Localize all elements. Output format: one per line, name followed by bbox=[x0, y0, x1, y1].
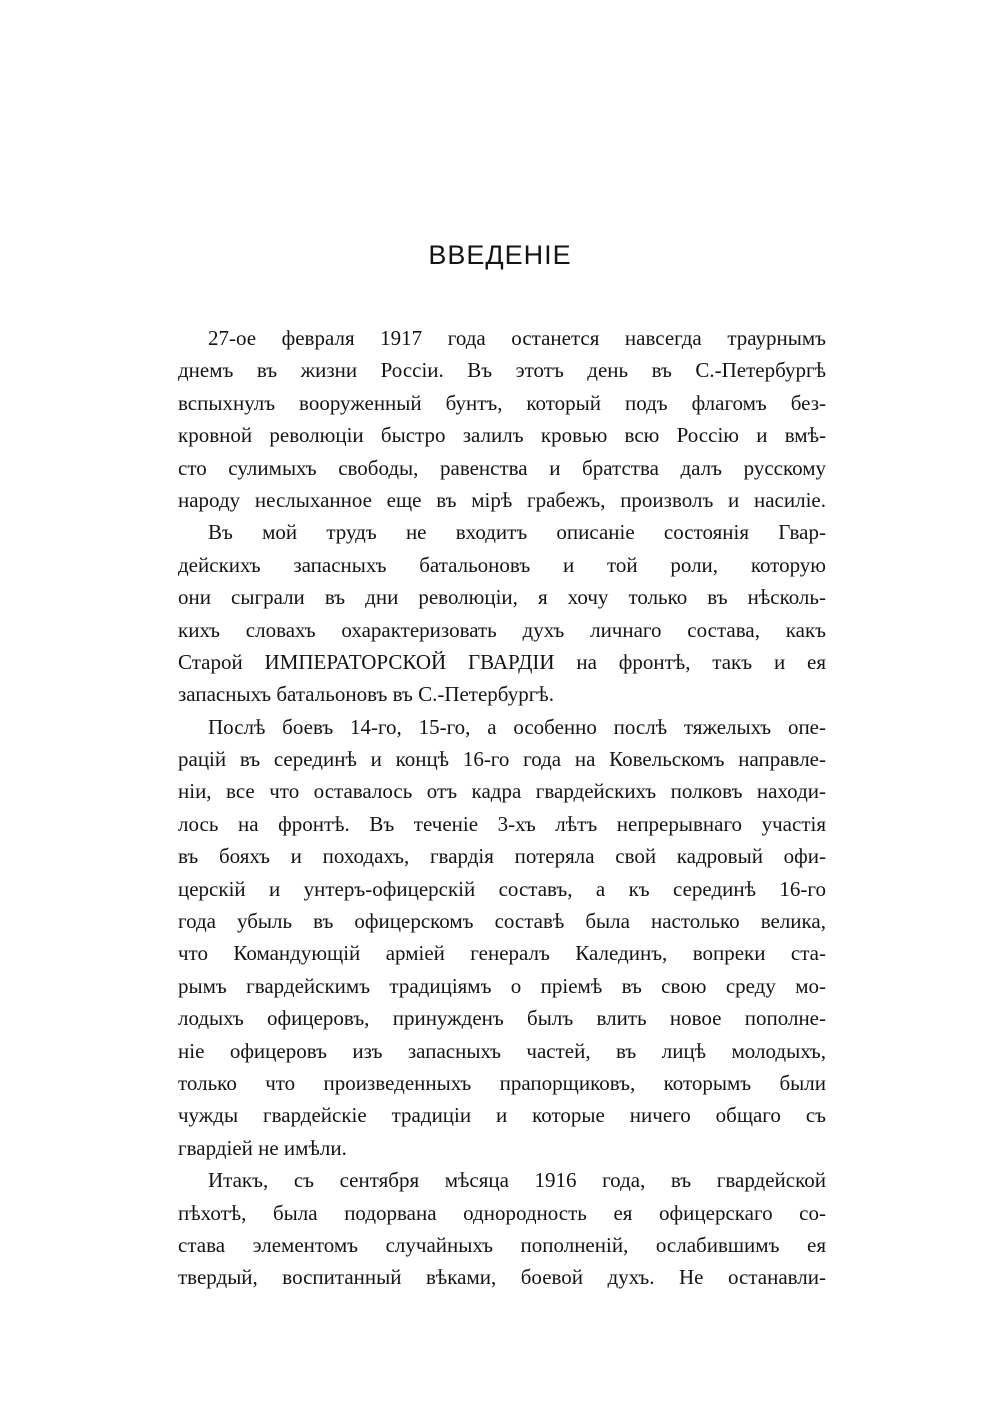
text-line-15: ніи, все что оставалось отъ кадра гвардейскихъ полковъ находи- bbox=[178, 779, 826, 804]
chapter-title: ВВЕДЕНІЕ bbox=[428, 240, 572, 270]
text-line-25: чужды гвардейскіе традиціи и которые ничего общаго съ bbox=[178, 1103, 826, 1128]
text-line-22: лодыхъ офицеровъ, принужденъ былъ влить новое пополне- bbox=[178, 1006, 826, 1031]
text-line-24: только что произведенныхъ прапорщиковъ, которымъ были bbox=[178, 1070, 826, 1095]
text-line-30: твердый, воспитанный вѣками, боевой духъ. Не останавли- bbox=[178, 1265, 826, 1290]
text-line-28: пѣхотѣ, была подорвана однородность ея офицерскаго со- bbox=[178, 1200, 826, 1225]
text-line-5: сто сулимыхъ свободы, равенства и братства далъ русскому bbox=[178, 455, 826, 480]
text-line-18: церскій и унтеръ-офицерскій составъ, а къ серединѣ 16-го bbox=[178, 876, 826, 901]
text-line-17: въ бояхъ и походахъ, гвардія потеряла свой кадровый офи- bbox=[178, 844, 826, 869]
text-line-6: народу неслыханное еще въ мірѣ грабежъ, произволъ и насиліе. bbox=[178, 487, 826, 512]
text-line-29: става элементомъ случайныхъ пополненій, ослабившимъ ея bbox=[178, 1232, 826, 1257]
text-line-20: что Командующій арміей генералъ Калединъ, вопреки ста- bbox=[178, 941, 826, 966]
text-line-2: днемъ въ жизни Россіи. Въ этотъ день въ С.-Петербургѣ bbox=[178, 358, 826, 383]
text-line-16: лось на фронтѣ. Въ теченіе 3-хъ лѣтъ непрерывнаго участія bbox=[178, 811, 826, 836]
text-line-14: рацій въ серединѣ и концѣ 16-го года на Ковельскомъ направле- bbox=[178, 747, 826, 772]
text-line-9: они сыграли въ дни революціи, я хочу только въ нѣсколь- bbox=[178, 585, 826, 610]
text-line-10: кихъ словахъ охарактеризовать духъ личнаго состава, какъ bbox=[178, 617, 826, 642]
text-line-13: Послѣ боевъ 14-го, 15-го, а особенно послѣ тяжелыхъ опе- bbox=[208, 714, 826, 739]
text-line-4: кровной революціи быстро залилъ кровью всю Россію и вмѣ- bbox=[178, 423, 826, 448]
text-line-26: гвардіей не имѣли. bbox=[178, 1135, 347, 1160]
text-line-21: рымъ гвардейскимъ традиціямъ о пріемѣ въ свою среду мо- bbox=[178, 973, 826, 998]
text-line-7: Въ мой трудъ не входитъ описаніе состоянія Гвар- bbox=[208, 520, 826, 545]
text-line-11: Старой ИМПЕРАТОРСКОЙ ГВАРДІИ на фронтѣ, такъ и ея bbox=[178, 649, 826, 674]
introduction-text bbox=[178, 322, 826, 1294]
text-line-12: запасныхъ батальоновъ въ С.-Петербургѣ. bbox=[178, 682, 554, 707]
text-line-27: Итакъ, съ сентября мѣсяца 1916 года, въ гвардейской bbox=[208, 1168, 826, 1193]
text-line-1: 27-ое февраля 1917 года останется навсегда траурнымъ bbox=[208, 326, 826, 350]
text-line-3: вспыхнулъ вооруженный бунтъ, который подъ флагомъ без- bbox=[178, 390, 826, 415]
text-line-8: дейскихъ запасныхъ батальоновъ и той роли, которую bbox=[178, 552, 826, 577]
text-line-23: ніе офицеровъ изъ запасныхъ частей, въ лицѣ молодыхъ, bbox=[178, 1038, 826, 1063]
text-line-19: года убыль въ офицерскомъ составѣ была настолько велика, bbox=[178, 909, 826, 934]
